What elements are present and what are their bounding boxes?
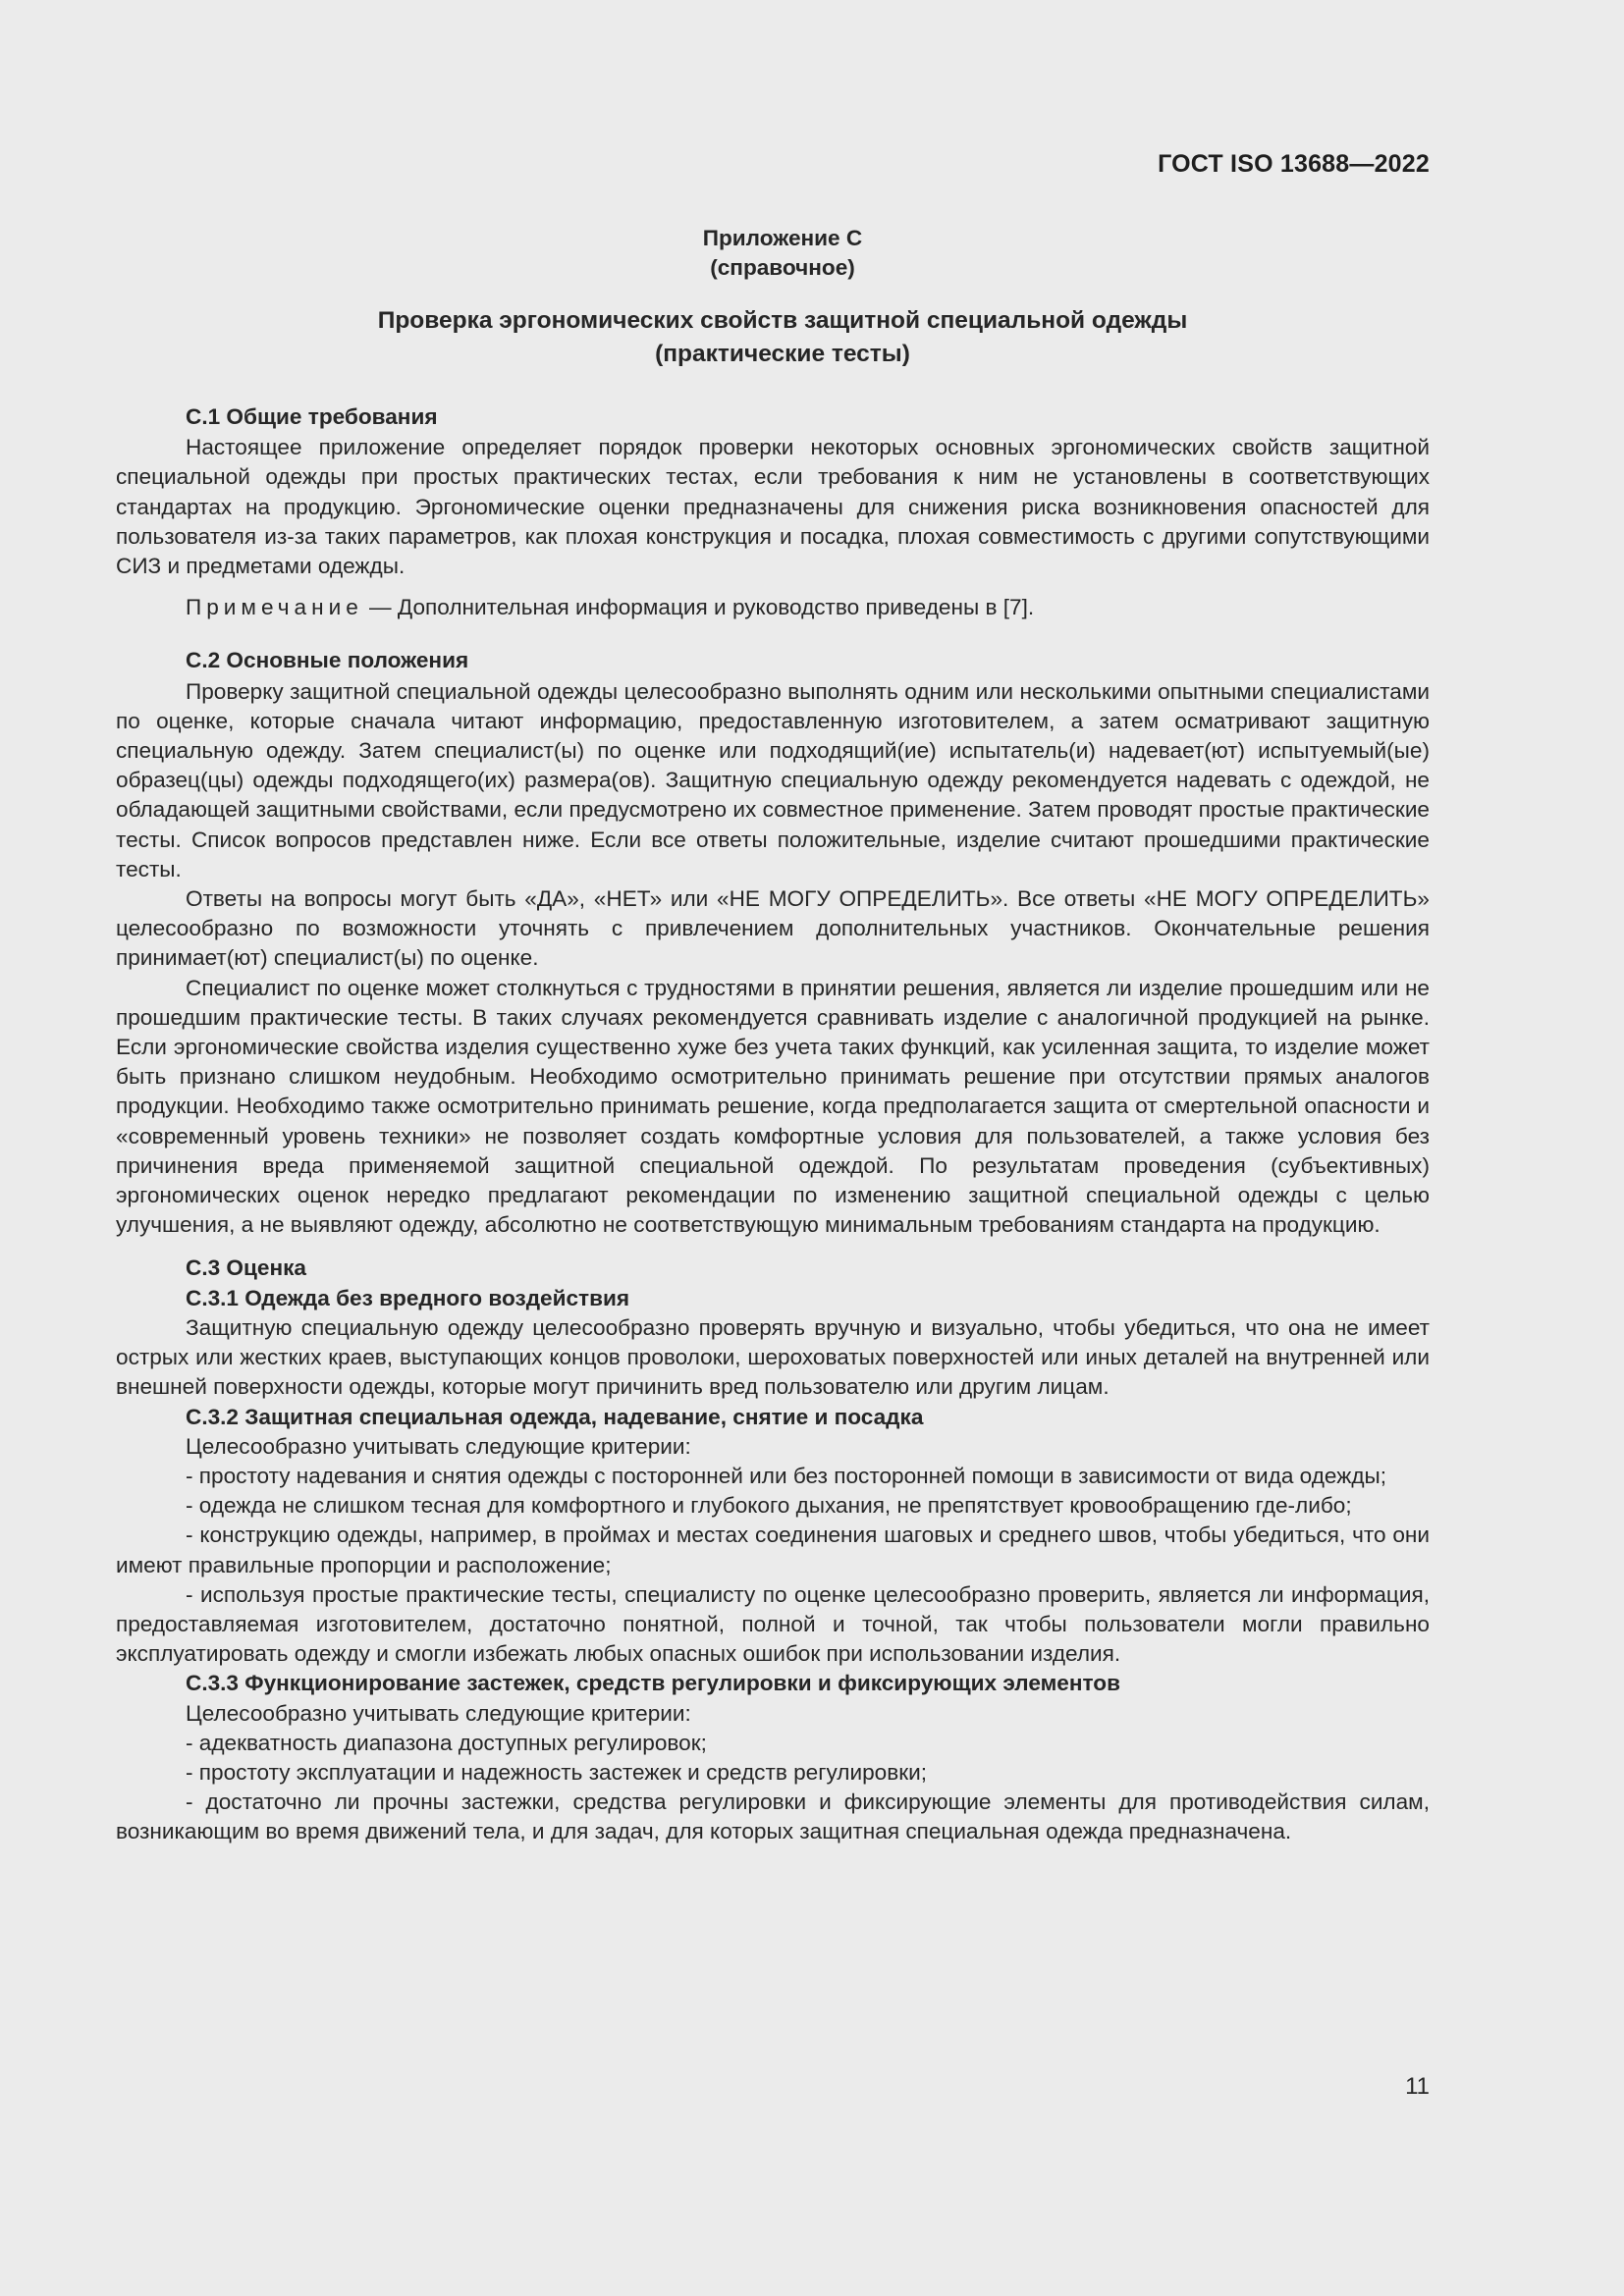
list-item: - конструкцию одежды, например, в проймах и местах соединения шаговых и среднего швов, чтобы убедиться, что они имеют правильные пропорции и расположение; — [116, 1522, 1430, 1577]
list-item: - простоту эксплуатации и надежность застежек и средств регулировки; — [186, 1759, 928, 1785]
section-c2-paragraph-2: Ответы на вопросы могут быть «ДА», «НЕТ» или «НЕ МОГУ ОПРЕДЕЛИТЬ». Все ответы «НЕ МОГУ ОПРЕДЕЛИТЬ» целесообразно по возможности уточнять с привлечением дополнительных участников. Окончательные решения принимает(ют) специалист(ы) по оценке. — [116, 886, 1430, 971]
section-c33-heading: С.3.3 Функционирование застежек, средств регулировки и фиксирующих элементов — [186, 1671, 1120, 1696]
appendix-line1: Приложение С — [702, 226, 863, 250]
document-code: ГОСТ ISO 13688—2022 — [1158, 150, 1430, 178]
title-line2: (практические тесты) — [655, 341, 910, 367]
list-item: - достаточно ли прочны застежки, средства регулировки и фиксирующие элементы для противодействия силам, возникающим во время движений тела, и для задач, для которых защитная специальная одежда предназначена. — [116, 1789, 1430, 1844]
title-line1: Проверка эргономических свойств защитной специальной одежды — [377, 307, 1188, 334]
note — [116, 593, 1430, 622]
section-c33-intro: Целесообразно учитывать следующие критерии: — [186, 1700, 691, 1726]
list-item: - простоту надевания и снятия одежды с посторонней или без посторонней помощи в зависимости от вида одежды; — [186, 1463, 1387, 1488]
list-item: - одежда не слишком тесная для комфортного и глубокого дыхания, не препятствует кровообращению где-либо; — [186, 1493, 1352, 1519]
section-c1-heading: С.1 Общие требования — [186, 404, 438, 429]
section-c32-intro: Целесообразно учитывать следующие критерии: — [186, 1433, 691, 1459]
page-number: 11 — [1405, 2073, 1430, 2100]
document-title — [116, 304, 1430, 371]
section-c1-paragraph: Настоящее приложение определяет порядок проверки некоторых основных эргономических свойств защитной специальной одежды при простых практических тестах, если требования к ним не установлены в соответствующих стандартах на продукцию. Эргономические оценки предназначены для снижения риска возникновения опасностей для пользователя из-за таких параметров, как плохая конструкция и посадка, плохая совместимость с другими сопутствующими СИЗ и предметами одежды. — [116, 435, 1430, 579]
section-c3-heading: С.3 Оценка — [186, 1255, 306, 1281]
section-c32-heading: С.3.2 Защитная специальная одежда, надевание, снятие и посадка — [186, 1404, 924, 1429]
section-c2-paragraph-3: Специалист по оценке может столкнуться с трудностями в принятии решения, является ли изделие прошедшим или не прошедшим практические тесты. В таких случаях рекомендуется сравнивать изделие с аналогичной продукцией на рынке. Если эргономические свойства изделия существенно хуже без учета таких функций, как усиленная защита, то изделие может быть признано слишком неудобным. Необходимо осмотрительно принимать решение при отсутствии прямых аналогов продукции. Необходимо также осмотрительно принимать решение, когда предполагается защита от смертельной опасности и «современный уровень техники» не позволяет создать комфортные условия для пользователей, а также условия без причинения вреда применяемой защитной специальной одеждой. По результатам проведения (субъективных) эргономических оценок нередко предлагают рекомендации по изменению защитной специальной одежды с целью улучшения, а не выявляют одежду, абсолютно не соответствующую минимальным требованиям стандарта на продукцию. — [116, 975, 1430, 1238]
list-item: - адекватность диапазона доступных регулировок; — [186, 1730, 707, 1755]
note-label: Примечание — [186, 595, 363, 620]
section-c2-heading: С.2 Основные положения — [186, 648, 469, 673]
appendix-label — [116, 224, 1430, 283]
note-text: — Дополнительная информация и руководство приведены в [7]. — [362, 595, 1035, 620]
appendix-line2: (справочное) — [710, 255, 855, 280]
section-c31-paragraph: Защитную специальную одежду целесообразно проверять вручную и визуально, чтобы убедиться, что она не имеет острых или жестких краев, выступающих концов проволоки, шероховатых поверхностей или иных деталей на внутренней или внешней поверхности одежды, которые могут причинить вред пользователю или другим лицам. — [116, 1314, 1430, 1400]
section-c31-heading: С.3.1 Одежда без вредного воздействия — [186, 1285, 630, 1310]
page-content — [116, 224, 1430, 1847]
section-c2-paragraph-1: Проверку защитной специальной одежды целесообразно выполнять одним или несколькими опытными специалистами по оценке, которые сначала читают информацию, предоставленную изготовителем, а затем осматривают защитную специальную одежду. Затем специалист(ы) по оценке или подходящий(ие) испытатель(и) надевает(ют) испытуемый(ые) образец(цы) одежды подходящего(их) размера(ов). Защитную специальную одежду рекомендуется надевать с одеждой, не обладающей защитными свойствами, если предусмотрено их совместное применение. Затем проводят простые практические тесты. Список вопросов представлен ниже. Если все ответы положительные, изделие считают прошедшими практические тесты. — [116, 678, 1430, 881]
list-item: - используя простые практические тесты, специалисту по оценке целесообразно проверить, является ли информация, предоставляемая изготовителем, достаточно понятной, полной и точной, так чтобы пользователи могли правильно эксплуатировать одежду и смогли избежать любых опасных ошибок при использовании изделия. — [116, 1581, 1430, 1667]
